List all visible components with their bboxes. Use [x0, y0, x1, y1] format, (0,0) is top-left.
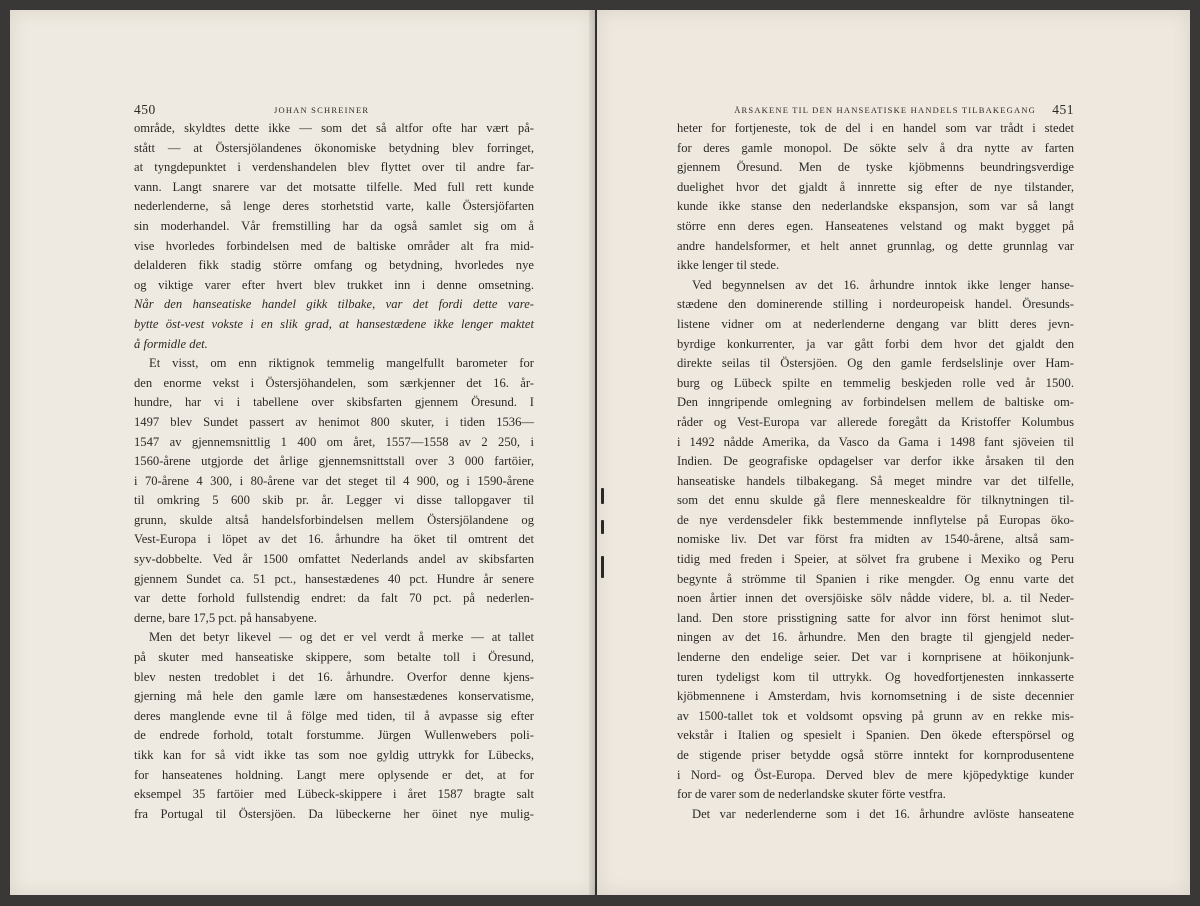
text-line: vann. Langt snarere var det motsatte tilfelle. Med full rett kunde [134, 179, 534, 194]
text-line: byrdige konkurrenter, ja var gått forbi dem hvor det gjaldt den [677, 336, 1074, 351]
text-line: og viktige varer efter hvert blev trukket inn i denne omsetning. [134, 277, 534, 292]
text-line: gjerning må hele den gamle lære om hansestædenes konservatisme, [134, 689, 534, 704]
right-page [597, 10, 1190, 895]
text-line: ikke lenger til stede. [677, 258, 780, 273]
text-line: Når den hanseatiske handel gikk tilbake, var det fordi dette vare- [134, 297, 534, 312]
text-line: stått — at Östersjölandenes ökonomiske betydning blev forringet, [134, 140, 534, 155]
text-line: gjennem Öresund. Men de tyske kjöbmenns beundringsverdige [677, 160, 1074, 175]
text-line: Et visst, om enn riktignok temmelig mangelfullt barometer for [149, 356, 534, 371]
text-line: eksempel 35 fartöier med Lübeck-skippere i året 1587 bragte salt [134, 787, 534, 802]
left-body-text [134, 119, 534, 824]
left-running-title: JOHAN SCHREINER [274, 105, 370, 115]
text-line: nomiske liv. Det var först fra midten av 1540-årene, altså sam- [677, 532, 1074, 547]
text-line: de endrede forhold, totalt forstumme. Jürgen Wullenwebers poli- [134, 728, 534, 743]
text-line: Men det betyr likevel — og det er vel verdt å merke — at tallet [149, 630, 534, 645]
text-line: for de varer som de nederlandske skuter förte vestfra. [677, 787, 946, 802]
text-line: duelighet hvor det gjaldt å innrette sig efter de nye tilstander, [677, 179, 1074, 194]
text-line: noen årtier innen det oversjöiske sölv nådde videre, bl. a. til Neder- [677, 591, 1074, 606]
margin-mark [601, 556, 604, 578]
text-line: delalderen fikk stadig större omfang og betydning, hvorledes nye [134, 258, 534, 273]
text-line: listene vidner om at nederlenderne dengang var blitt deres jevn- [677, 316, 1074, 331]
left-page-number: 450 [134, 102, 156, 117]
text-line: 1560-årene utgjorde det årlige gjennemsnittstall over 3 000 fartöier, [134, 454, 534, 469]
text-line: hanseatiske handels tilbakegang. Så meget mindre var det tilfelle, [677, 473, 1074, 488]
text-line: begynte å strömme til Spanien i rike mengder. Og ennu varte det [677, 571, 1074, 586]
text-line: turen tydeligst kom til uttrykk. Og hovedfortjenesten innkasserte [677, 669, 1074, 684]
text-line: av 1500-tallet tok et voldsomt opsving på grunn av en rekke mis- [677, 708, 1074, 723]
text-line: Indien. De geografiske opdagelser var derfor ikke årsaken til den [677, 454, 1074, 469]
text-line: hundre, har vi i tabellene over skibsfarten gjennem Öresund. I [134, 395, 534, 410]
text-line: Den inngripende omlegning av forbindelsen mellem de baltiske om- [677, 395, 1074, 410]
text-line: större enn deres egen. Hanseatenes velstand og makt bygget på [677, 218, 1074, 233]
left-page [10, 10, 595, 895]
text-line: den enorme vekst i Östersjöhandelen, som særkjenner det 16. år- [134, 375, 534, 390]
text-line: Det var nederlenderne som i det 16. århundre avlöste hanseatene [692, 806, 1074, 821]
text-line: for hanseatenes holdning. Langt mere oplysende er det, at for [134, 767, 534, 782]
text-line: stædene den dominerende stilling i nordeuropeisk handel. Öresunds- [677, 297, 1074, 312]
text-line: de stigende priser betydde også större inntekt for kornprodusentene [677, 748, 1074, 762]
margin-mark [601, 520, 604, 534]
text-line: de nye verdensdeler fikk bestemmende innflytelse på Europas öko- [677, 512, 1074, 527]
text-line: 1497 blev Sundet passert av henimot 800 skuter, i tiden 1536— [134, 414, 534, 429]
text-line: at tyngdepunktet i verdenshandelen blev flyttet over til andre far- [134, 160, 534, 175]
right-page-number: 451 [1052, 102, 1074, 117]
text-line: lenderne den endelige seier. Det var i kornprisene at höikonjunk- [677, 650, 1074, 665]
text-line: 1547 av gjennemsnittlig 1 400 om året, 1557—1558 av 2 250, i [134, 434, 534, 449]
text-line: Vest-Europa i löpet av det 16. århundre ha öket til omtrent det [134, 532, 534, 547]
text-line: Ved begynnelsen av det 16. århundre inntok ikke lenger hanse- [692, 277, 1074, 292]
margin-mark [601, 488, 604, 504]
text-line: sin moderhandel. Vår fremstilling har da også samlet sig om å [134, 218, 534, 233]
text-line: kjöbmennene i Amsterdam, hvis kornomsetning i de siste decennier [677, 689, 1074, 704]
text-line: i Nord- og Öst-Europa. Derved blev de mere kjöpedyktige kunder [677, 767, 1074, 782]
text-line: andre handelsformer, et helt annet grunnlag, og dette grunnlag var [677, 238, 1074, 253]
right-running-head [677, 102, 1074, 120]
text-line: i 1492 nådde Amerika, da Vasco da Gama i 1498 fant sjöveien til [677, 434, 1074, 449]
text-line: land. Den store prisstigning satte for alvor inn först henimot slut- [677, 610, 1074, 625]
text-line: kunde ikke stanse den nederlandske ekspansjon, som var så langt [677, 199, 1074, 214]
text-line: å formidle det. [134, 336, 208, 351]
text-line: som det ennu skulde gå flere menneskealdre för tilknytningen til- [677, 493, 1074, 508]
text-line: heter for fortjeneste, tok de del i en handel som var trådt i stedet [677, 121, 1074, 135]
text-line: fra Portugal til Östersjöen. Da lübeckerne her öinet nye mulig- [134, 806, 534, 821]
text-line: område, skyldtes dette ikke — som det så altfor ofte har vært på- [134, 121, 534, 135]
text-line: til omkring 5 600 skib pr. år. Legger vi disse tallopgaver til [134, 493, 534, 508]
text-line: råder og Vest-Europa var allerede foregått da Kristoffer Kolumbus [677, 414, 1074, 429]
text-line: på skuter med hanseatiske skippere, som betalte toll i Öresund, [134, 650, 534, 665]
text-line: var dette forhold fullstendig endret: da falt 70 pct. på nederlen- [134, 591, 534, 606]
text-line: bytte öst-vest vokste i en slik grad, at hansestædene ikke lenger maktet [134, 316, 534, 331]
text-line: burg og Lübeck spilte en temmelig beskjeden rolle ved år 1500. [677, 375, 1074, 390]
text-line: vise hvorledes forbindelsen med de baltiske områder alt fra mid- [134, 238, 534, 253]
text-line: grunn, skulde altså handelsforbindelsen mellem Östersjölandene og [134, 512, 534, 527]
right-body-text [677, 119, 1074, 824]
text-line: derne, bare 17,5 pct. på hansabyene. [134, 610, 317, 625]
text-line: nederlenderne, så lenge deres storhetstid varte, kalle Östersjöfarten [134, 199, 534, 214]
text-line: gjennem Sundet ca. 51 pct., hansestædenes 40 pct. Hundre år senere [134, 571, 534, 586]
text-line: for deres gamle monopol. De sökte selv å dra nytte av farten [677, 140, 1074, 155]
text-line: vekstår i Italien og spesielt i Spanien. Den ökede efterspörsel og [677, 728, 1074, 743]
text-line: tikk kan for så vidt ikke tas som noe gyldig uttrykk for Lübecks, [134, 748, 534, 762]
text-line: deres manglende evne til å fölge med tiden, til å avpasse sig efter [134, 708, 534, 723]
left-running-head [134, 102, 534, 120]
text-line: direkte seilas til Östersjöen. Og den gamle ferdselslinje over Ham- [677, 356, 1074, 371]
text-line: tidig med freden i Speier, at sölvet fra grubene i Mexiko og Peru [677, 552, 1074, 567]
text-line: syv-dobbelte. Ved år 1500 omfattet Nederlands andel av skibsfarten [134, 552, 534, 567]
text-line: blev nesten tredoblet i det 16. århundre. Overfor denne kjens- [134, 669, 534, 684]
right-running-title: ÅRSAKENE TIL DEN HANSEATISKE HANDELS TILBAKEGANG [734, 105, 1036, 115]
text-line: i 70-årene 4 300, i 80-årene var det steget til 4 900, og i 1590-årene [134, 473, 534, 488]
text-line: ningen av det 16. århundre. Men den bragte til gjengjeld neder- [677, 630, 1074, 645]
